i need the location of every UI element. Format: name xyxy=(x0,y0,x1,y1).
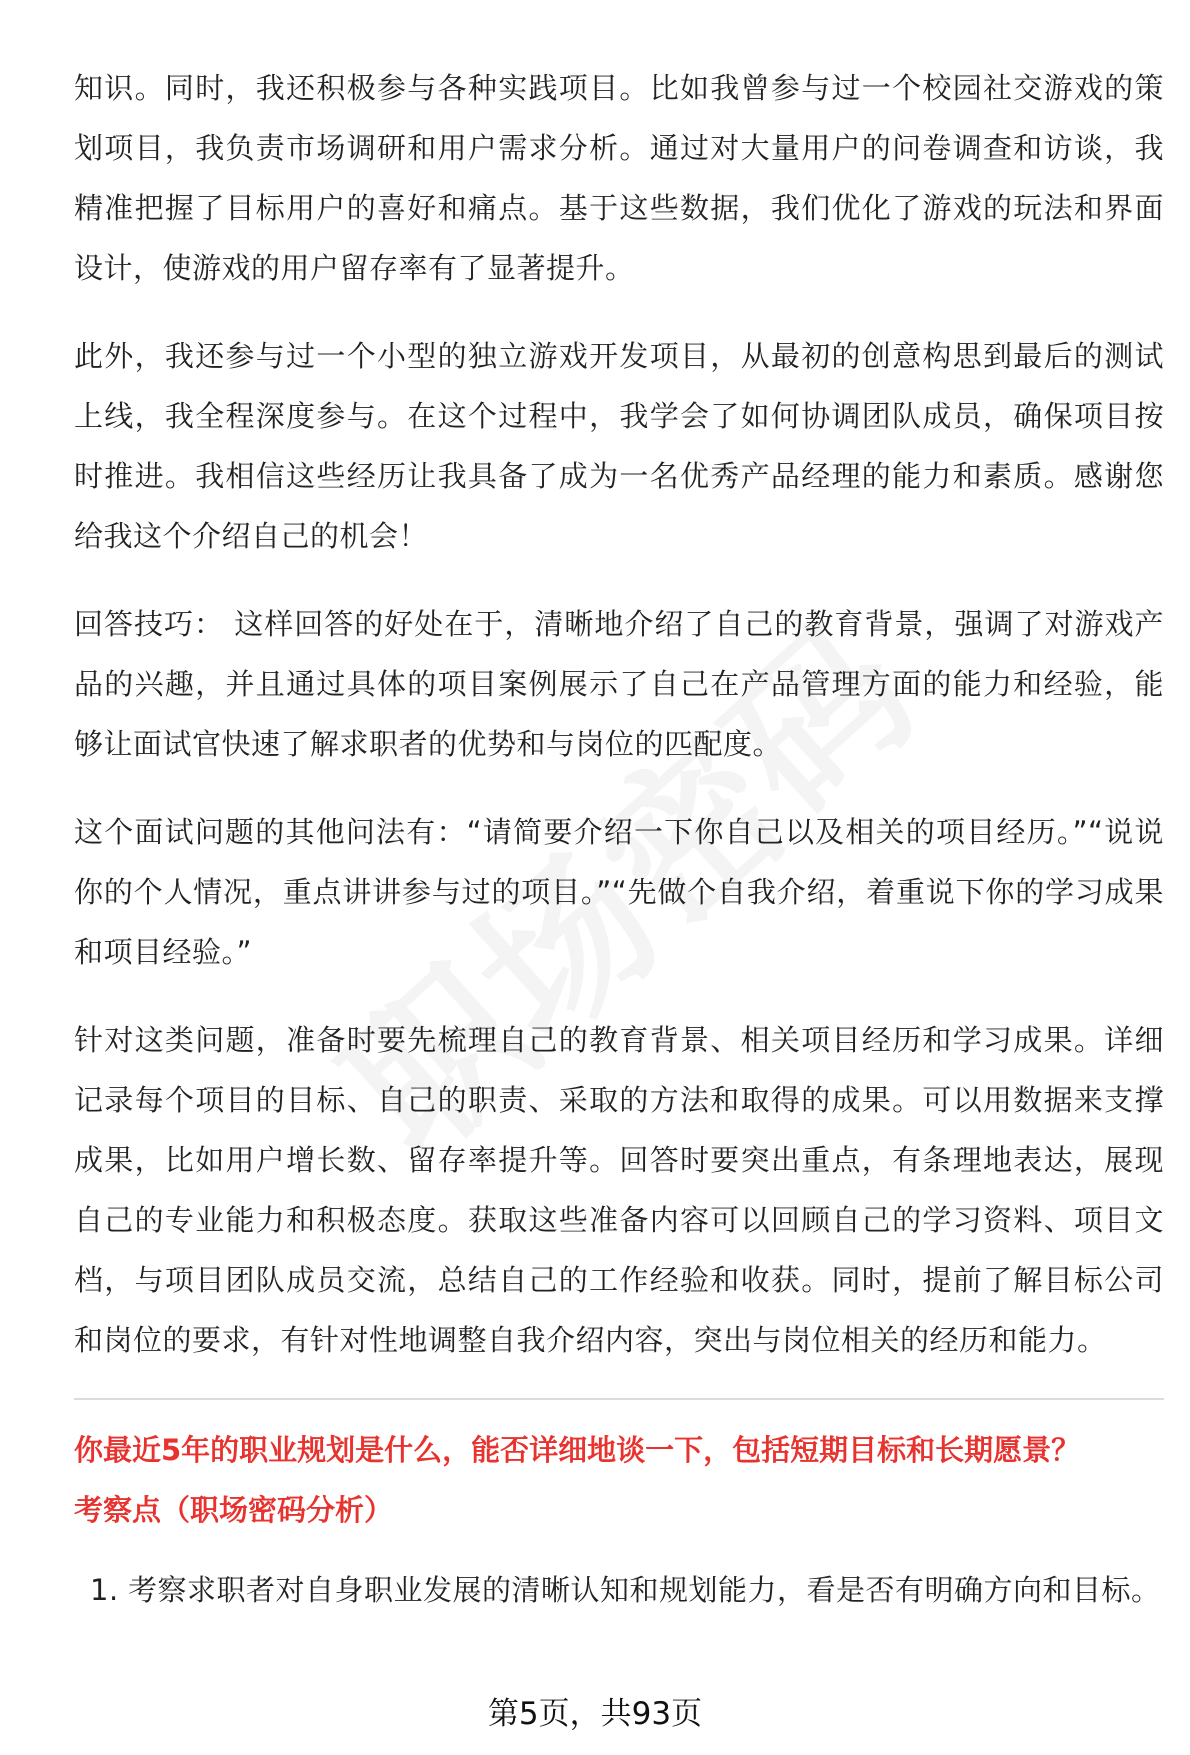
page-footer: 第5页，共93页 xyxy=(487,1696,703,1732)
paragraph: 知识。同时，我还积极参与各种实践项目。比如我曾参与过一个校园社交游戏的策划项目，我负责市场调研和用户需求分析。通过对大量用户的问卷调查和访谈，我精准把握了目标用户的喜好和痛点。基于这些数据，我们优化了游戏的玩法和界面设计，使游戏的用户留存率有了显著提升。 xyxy=(74,71,1164,285)
points-list xyxy=(74,1560,1164,1620)
list-item-number: 1. xyxy=(90,1573,119,1607)
list-item-text: 考察求职者对自身职业发展的清晰认知和规划能力，看是否有明确方向和目标。 xyxy=(128,1573,1161,1607)
paragraph: 此外，我还参与过一个小型的独立游戏开发项目，从最初的创意构思到最后的测试上线，我全程深度参与。在这个过程中，我学会了如何协调团队成员，确保项目按时推进。我相信这些经历让我具备了成为一名优秀产品经理的能力和素质。感谢您给我这个介绍自己的机会！ xyxy=(74,339,1164,553)
interview-question: 你最近5年的职业规划是什么，能否详细地谈一下，包括短期目标和长期愿景？ xyxy=(74,1433,1081,1467)
section-divider xyxy=(74,1398,1164,1400)
paragraph: 这个面试问题的其他问法有：“请简要介绍一下你自己以及相关的项目经历。”“说说你的个人情况，重点讲讲参与过的项目。”“先做个自我介绍，着重说下你的学习成果和项目经验。” xyxy=(74,815,1164,969)
list-item xyxy=(74,1560,1164,1620)
answer-tips-paragraph: 回答技巧： 这样回答的好处在于，清晰地介绍了自己的教育背景，强调了对游戏产品的兴趣，并且通过具体的项目案例展示了自己在产品管理方面的能力和经验，能够让面试官快速了解求职者的优势和与岗位的匹配度。 xyxy=(74,607,1164,761)
document-body xyxy=(74,58,1164,1620)
section-heading: 考察点（职场密码分析） xyxy=(74,1493,394,1527)
paragraph: 针对这类问题，准备时要先梳理自己的教育背景、相关项目经历和学习成果。详细记录每个项目的目标、自己的职责、采取的方法和取得的成果。可以用数据来支撑成果，比如用户增长数、留存率提升等。回答时要突出重点，有条理地表达，展现自己的专业能力和积极态度。获取这些准备内容可以回顾自己的学习资料、项目文档，与项目团队成员交流，总结自己的工作经验和收获。同时，提前了解目标公司和岗位的要求，有针对性地调整自我介绍内容，突出与岗位相关的经历和能力。 xyxy=(74,1023,1164,1357)
